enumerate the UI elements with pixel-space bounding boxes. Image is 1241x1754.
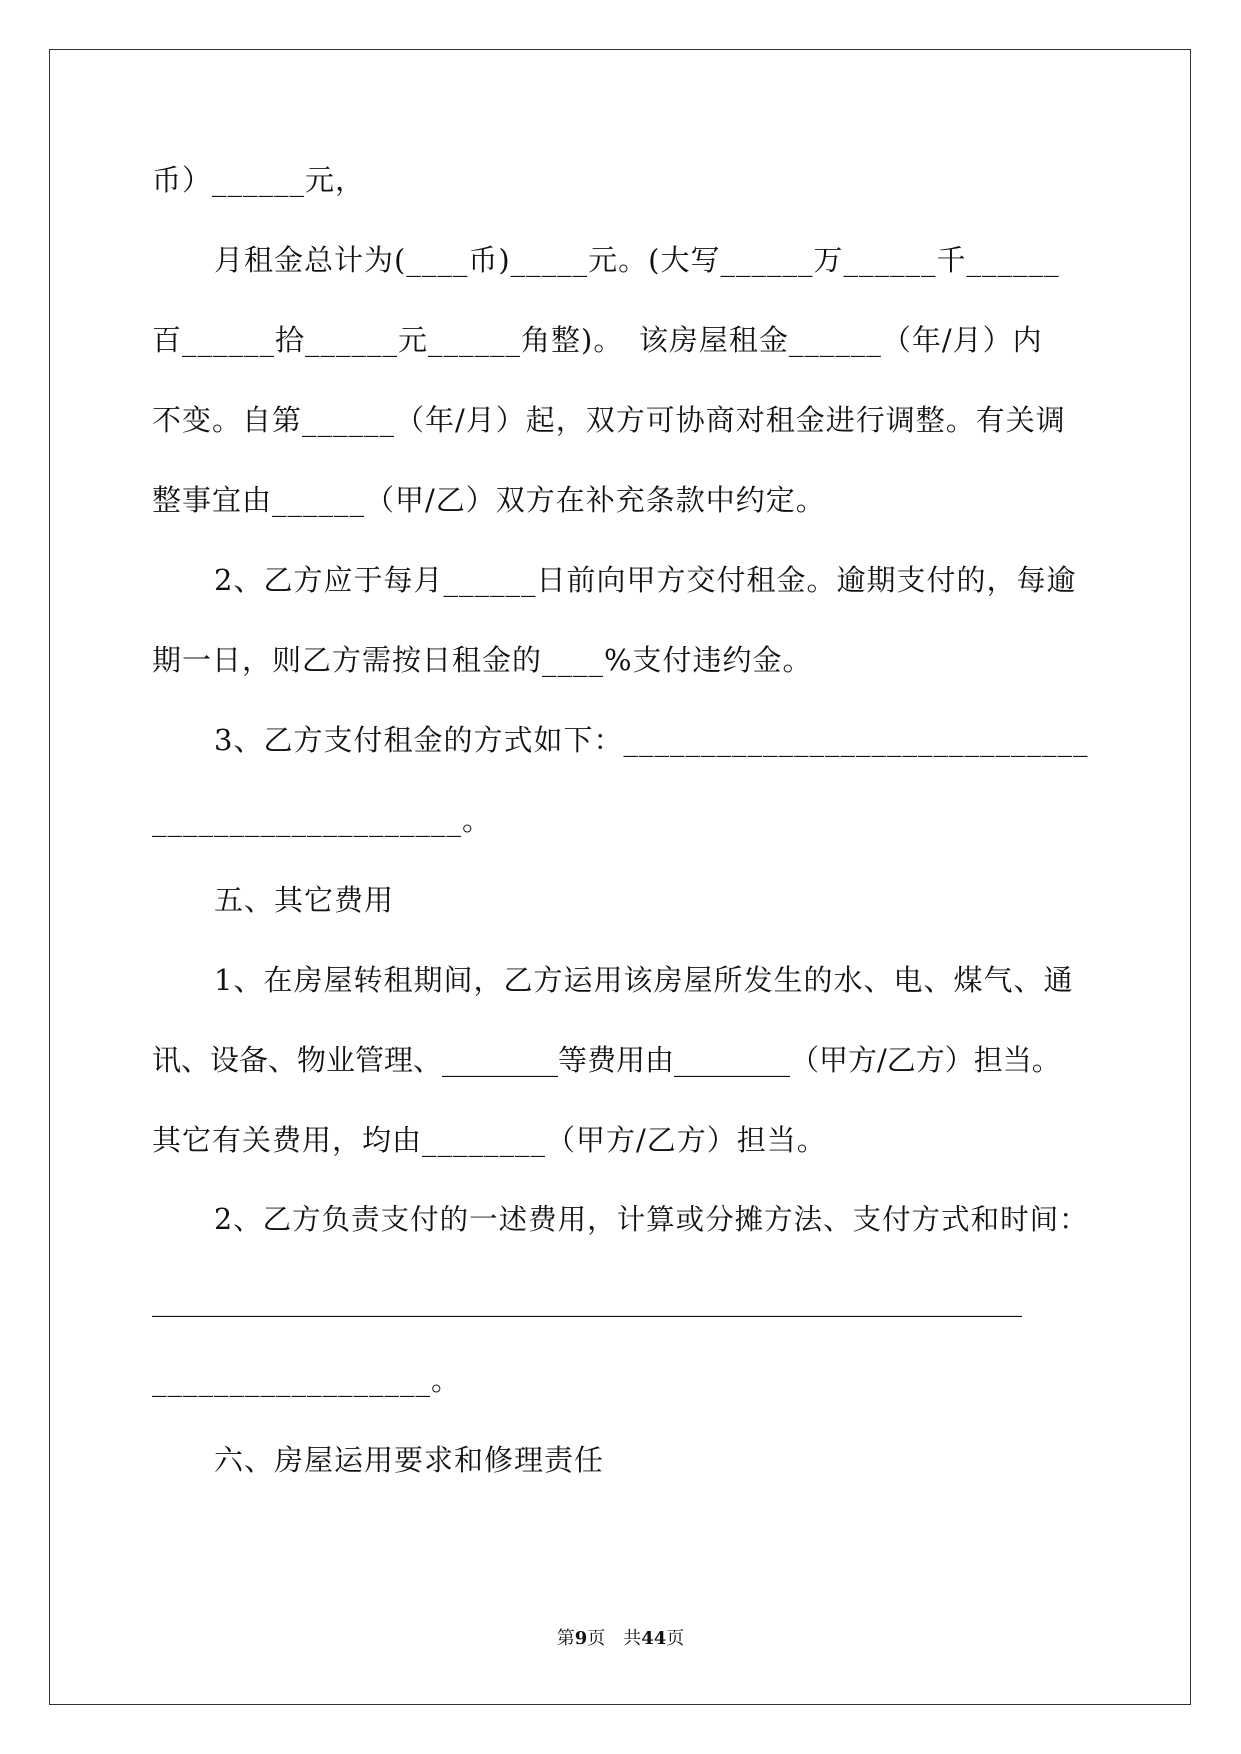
text-line-8: 3、乙方支付租金的方式如下：______________________________ [214, 723, 1089, 757]
footer-page-total: 44 [641, 1628, 667, 1649]
text-line-2: 月租金总计为(____币)_____元。(大写______万______千______ [214, 243, 1060, 277]
text-line-16: __________________。 [152, 1363, 462, 1397]
text-line-12: 讯、设备、物业管理、________等费用由________（甲方/乙方）担当。 [152, 1043, 1061, 1077]
section-heading-5: 五、其它费用 [214, 883, 395, 917]
text-line-3: 百______拾______元______角整)。 该房屋租金______（年/月）内 [152, 323, 1043, 357]
text-line-13: 其它有关费用，均由________（甲方/乙方）担当。 [152, 1123, 827, 1157]
text-line-5: 整事宜由______（甲/乙）双方在补充条款中约定。 [152, 483, 826, 517]
text-line-9: ____________________。 [152, 803, 493, 837]
text-line-4: 不变。自第______（年/月）起，双方可协商对租金进行调整。有关调 [152, 403, 1066, 437]
footer-page-number: 9 [574, 1628, 588, 1649]
text-line-7: 期一日，则乙方需按日租金的____%支付违约金。 [152, 643, 813, 677]
text-line-6: 2、乙方应于每月______日前向甲方交付租金。逾期支付的，每逾 [214, 563, 1077, 597]
footer-suffix: 页 [666, 1628, 685, 1649]
page-footer [0, 1624, 1241, 1650]
text-line-11: 1、在房屋转租期间，乙方运用该房屋所发生的水、电、煤气、通 [214, 963, 1074, 997]
footer-prefix: 第 [556, 1628, 575, 1649]
footer-mid: 页 共 [587, 1628, 642, 1649]
section-heading-6: 六、房屋运用要求和修理责任 [214, 1443, 605, 1477]
text-line-1: 币）______元， [152, 163, 366, 197]
text-line-14: 2、乙方负责支付的一述费用，计算或分摊方法、支付方式和时间： [214, 1203, 1089, 1236]
text-line-15: ____________________________________________________________ [152, 1283, 1022, 1317]
